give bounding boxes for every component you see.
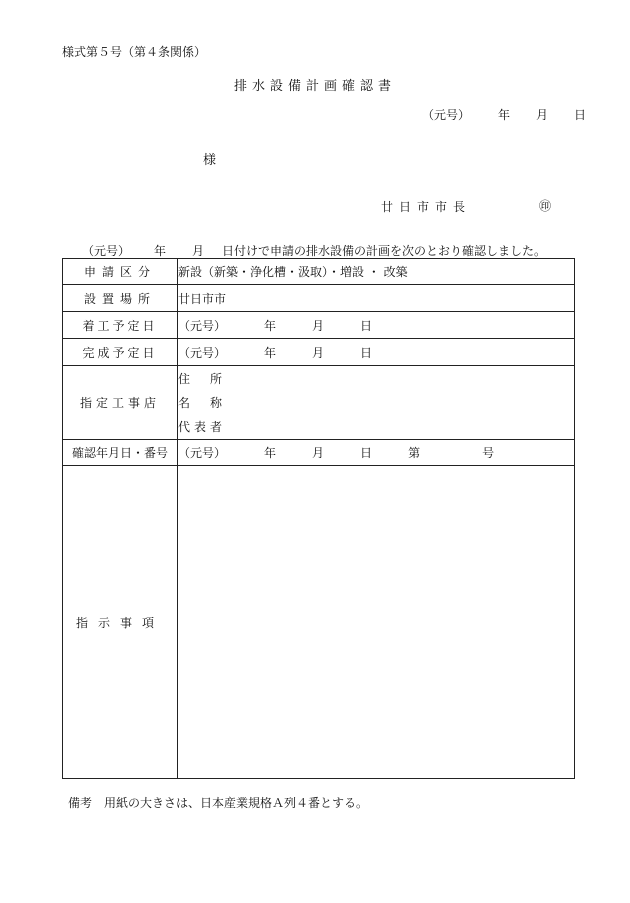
confirmation-table [62, 258, 575, 779]
label-contractor: 指定工事店 [63, 366, 178, 440]
confirmation-year: 年 [264, 446, 277, 460]
seal-mark: ㊞ [539, 199, 552, 213]
value-application-type[interactable]: 新設（新築・浄化槽・汲取）・増設 ・ 改築 [178, 259, 575, 285]
label-start-date: 着工予定日 [63, 312, 178, 339]
confirmation-month: 月 [312, 446, 325, 460]
row-confirmation [63, 440, 575, 466]
completion-date-era: （元号） [178, 345, 227, 360]
value-contractor [178, 366, 575, 440]
issue-date-month: 月 [536, 108, 549, 122]
issue-date-year: 年 [498, 108, 511, 122]
intro-month: 月 [192, 244, 205, 258]
label-application-type: 申請区分 [63, 259, 178, 285]
intro-rest: 日付けで申請の排水設備の計画を次のとおり確認しました。 [222, 244, 547, 258]
value-start-date[interactable] [178, 312, 575, 339]
completion-date-month: 月 [312, 345, 325, 360]
value-completion-date[interactable] [178, 339, 575, 366]
contractor-name[interactable]: 名称 [178, 395, 222, 410]
confirmation-day: 日 [360, 446, 373, 460]
row-contractor [63, 366, 575, 440]
value-confirmation[interactable] [178, 440, 575, 466]
row-application-type [63, 259, 575, 285]
remarks-note: 備考 用紙の大きさは、日本産業規格Ａ列４番とする。 [68, 796, 369, 810]
label-location: 設置場所 [63, 285, 178, 312]
label-instructions: 指示事項 [63, 466, 178, 779]
issue-date [422, 109, 586, 121]
form-number: 様式第５号（第４条関係） [62, 45, 207, 59]
confirmation-number-suffix: 号 [482, 446, 495, 460]
intro-year: 年 [154, 244, 167, 258]
value-instructions[interactable] [178, 466, 575, 779]
label-completion-date: 完成予定日 [63, 339, 178, 366]
completion-date-day: 日 [360, 345, 373, 360]
start-date-year: 年 [264, 318, 277, 333]
completion-date-year: 年 [264, 345, 277, 360]
label-confirmation: 確認年月日・番号 [63, 440, 178, 466]
confirmation-era: （元号） [178, 446, 227, 460]
start-date-era: （元号） [178, 318, 227, 333]
row-instructions [63, 466, 575, 779]
document-title: 排水設備計画確認書 [233, 79, 396, 94]
issue-date-era: （元号） [422, 108, 471, 122]
addressee-suffix: 様 [203, 153, 217, 168]
value-location[interactable]: 廿日市市 [178, 285, 575, 312]
intro-sentence [82, 245, 546, 257]
confirmation-number-prefix: 第 [408, 446, 421, 460]
intro-era: （元号） [82, 244, 131, 258]
contractor-representative[interactable]: 代表者 [178, 419, 222, 434]
row-completion-date [63, 339, 575, 366]
row-start-date [63, 312, 575, 339]
start-date-day: 日 [360, 318, 373, 333]
start-date-month: 月 [312, 318, 325, 333]
row-location [63, 285, 575, 312]
contractor-address[interactable]: 住所 [178, 371, 222, 386]
issue-date-day: 日 [574, 108, 587, 122]
issuer-mayor: 廿日市市長 [381, 200, 472, 214]
